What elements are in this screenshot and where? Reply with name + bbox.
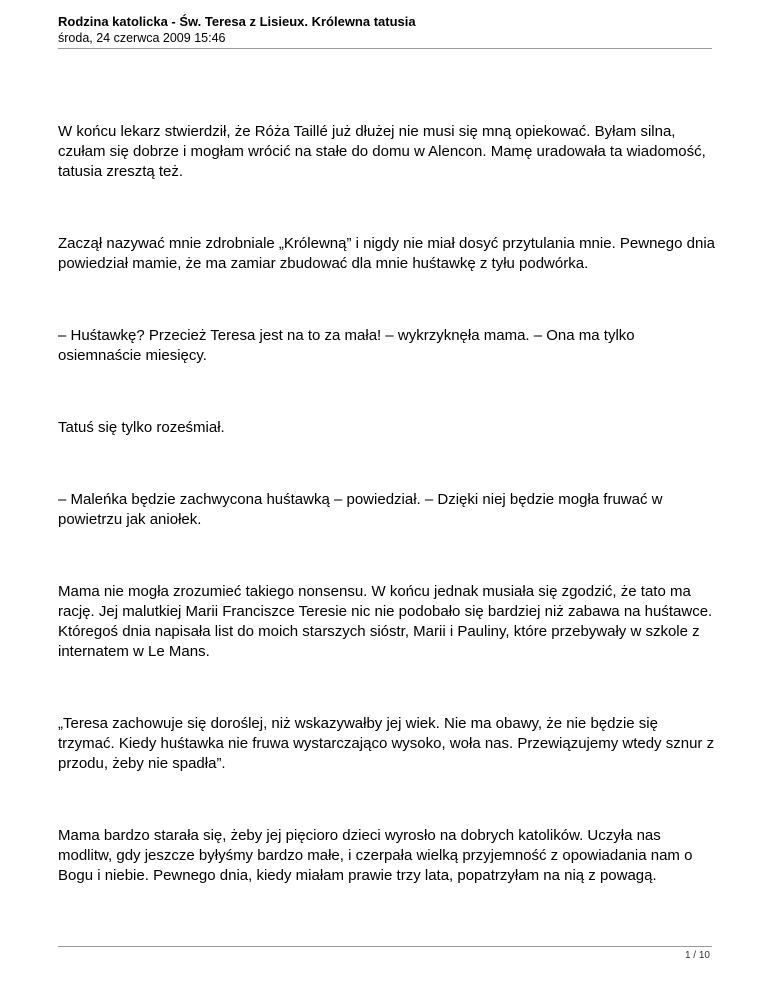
paragraph-4: Tatuś się tylko roześmiał. bbox=[58, 419, 225, 436]
document-title: Rodzina katolicka - Św. Teresa z Lisieux. Królewna tatusia bbox=[58, 14, 416, 29]
paragraph-7: „Teresa zachowuje się doroślej, niż wskazywałby jej wiek. Nie ma obawy, że nie będzie się trzymać. Kiedy huśtawka nie fruwa wystarczająco wysoko, woła nas. Przewiązujemy wtedy sznur z przodu, żeby nie spadła”. bbox=[58, 715, 715, 772]
paragraph-2: Zaczął nazywać mnie zdrobniale „Królewną” i nigdy nie miał dosyć przytulania mnie. Pewnego dnia powiedział mamie, że ma zamiar zbudować dla mnie huśtawkę z tyłu podwórka. bbox=[58, 235, 715, 272]
paragraph-6: Mama nie mogła zrozumieć takiego nonsensu. W końcu jednak musiała się zgodzić, że tato ma rację. Jej malutkiej Marii Franciszce Teresie nic nie podobało się bardziej niż zabawa na huśtawce. Któregoś dnia napisała list do moich starszych sióstr, Marii i Pauliny, które przebywały w szkole z internatem w Le Mans. bbox=[58, 583, 713, 660]
page-header bbox=[58, 14, 712, 46]
document-body bbox=[58, 122, 718, 886]
document-date: środa, 24 czerwca 2009 15:46 bbox=[58, 31, 226, 45]
header-divider bbox=[58, 48, 712, 49]
page-number: 1 / 10 bbox=[684, 950, 710, 961]
paragraph-5: – Maleńka będzie zachwycona huśtawką – powiedział. – Dzięki niej będzie mogła fruwać w powietrzu jak aniołek. bbox=[58, 491, 663, 528]
footer-divider bbox=[58, 946, 712, 947]
paragraph-1: W końcu lekarz stwierdził, że Róża Taillé już dłużej nie musi się mną opiekować. Byłam silna, czułam się dobrze i mogłam wrócić na stałe do domu w Alencon. Mamę uradowała ta wiadomość, tatusia zresztą też. bbox=[58, 123, 706, 180]
paragraph-3: – Huśtawkę? Przecież Teresa jest na to za mała! – wykrzyknęła mama. – Ona ma tylko osiemnaście miesięcy. bbox=[58, 327, 635, 364]
paragraph-8: Mama bardzo starała się, żeby jej pięcioro dzieci wyrosło na dobrych katolików. Uczyła nas modlitw, gdy jeszcze byłyśmy bardzo małe, i czerpała wielką przyjemność z opowiadania nam o Bogu i niebie. Pewnego dnia, kiedy miałam prawie trzy lata, popatrzyłam na nią z powagą. bbox=[58, 827, 693, 884]
